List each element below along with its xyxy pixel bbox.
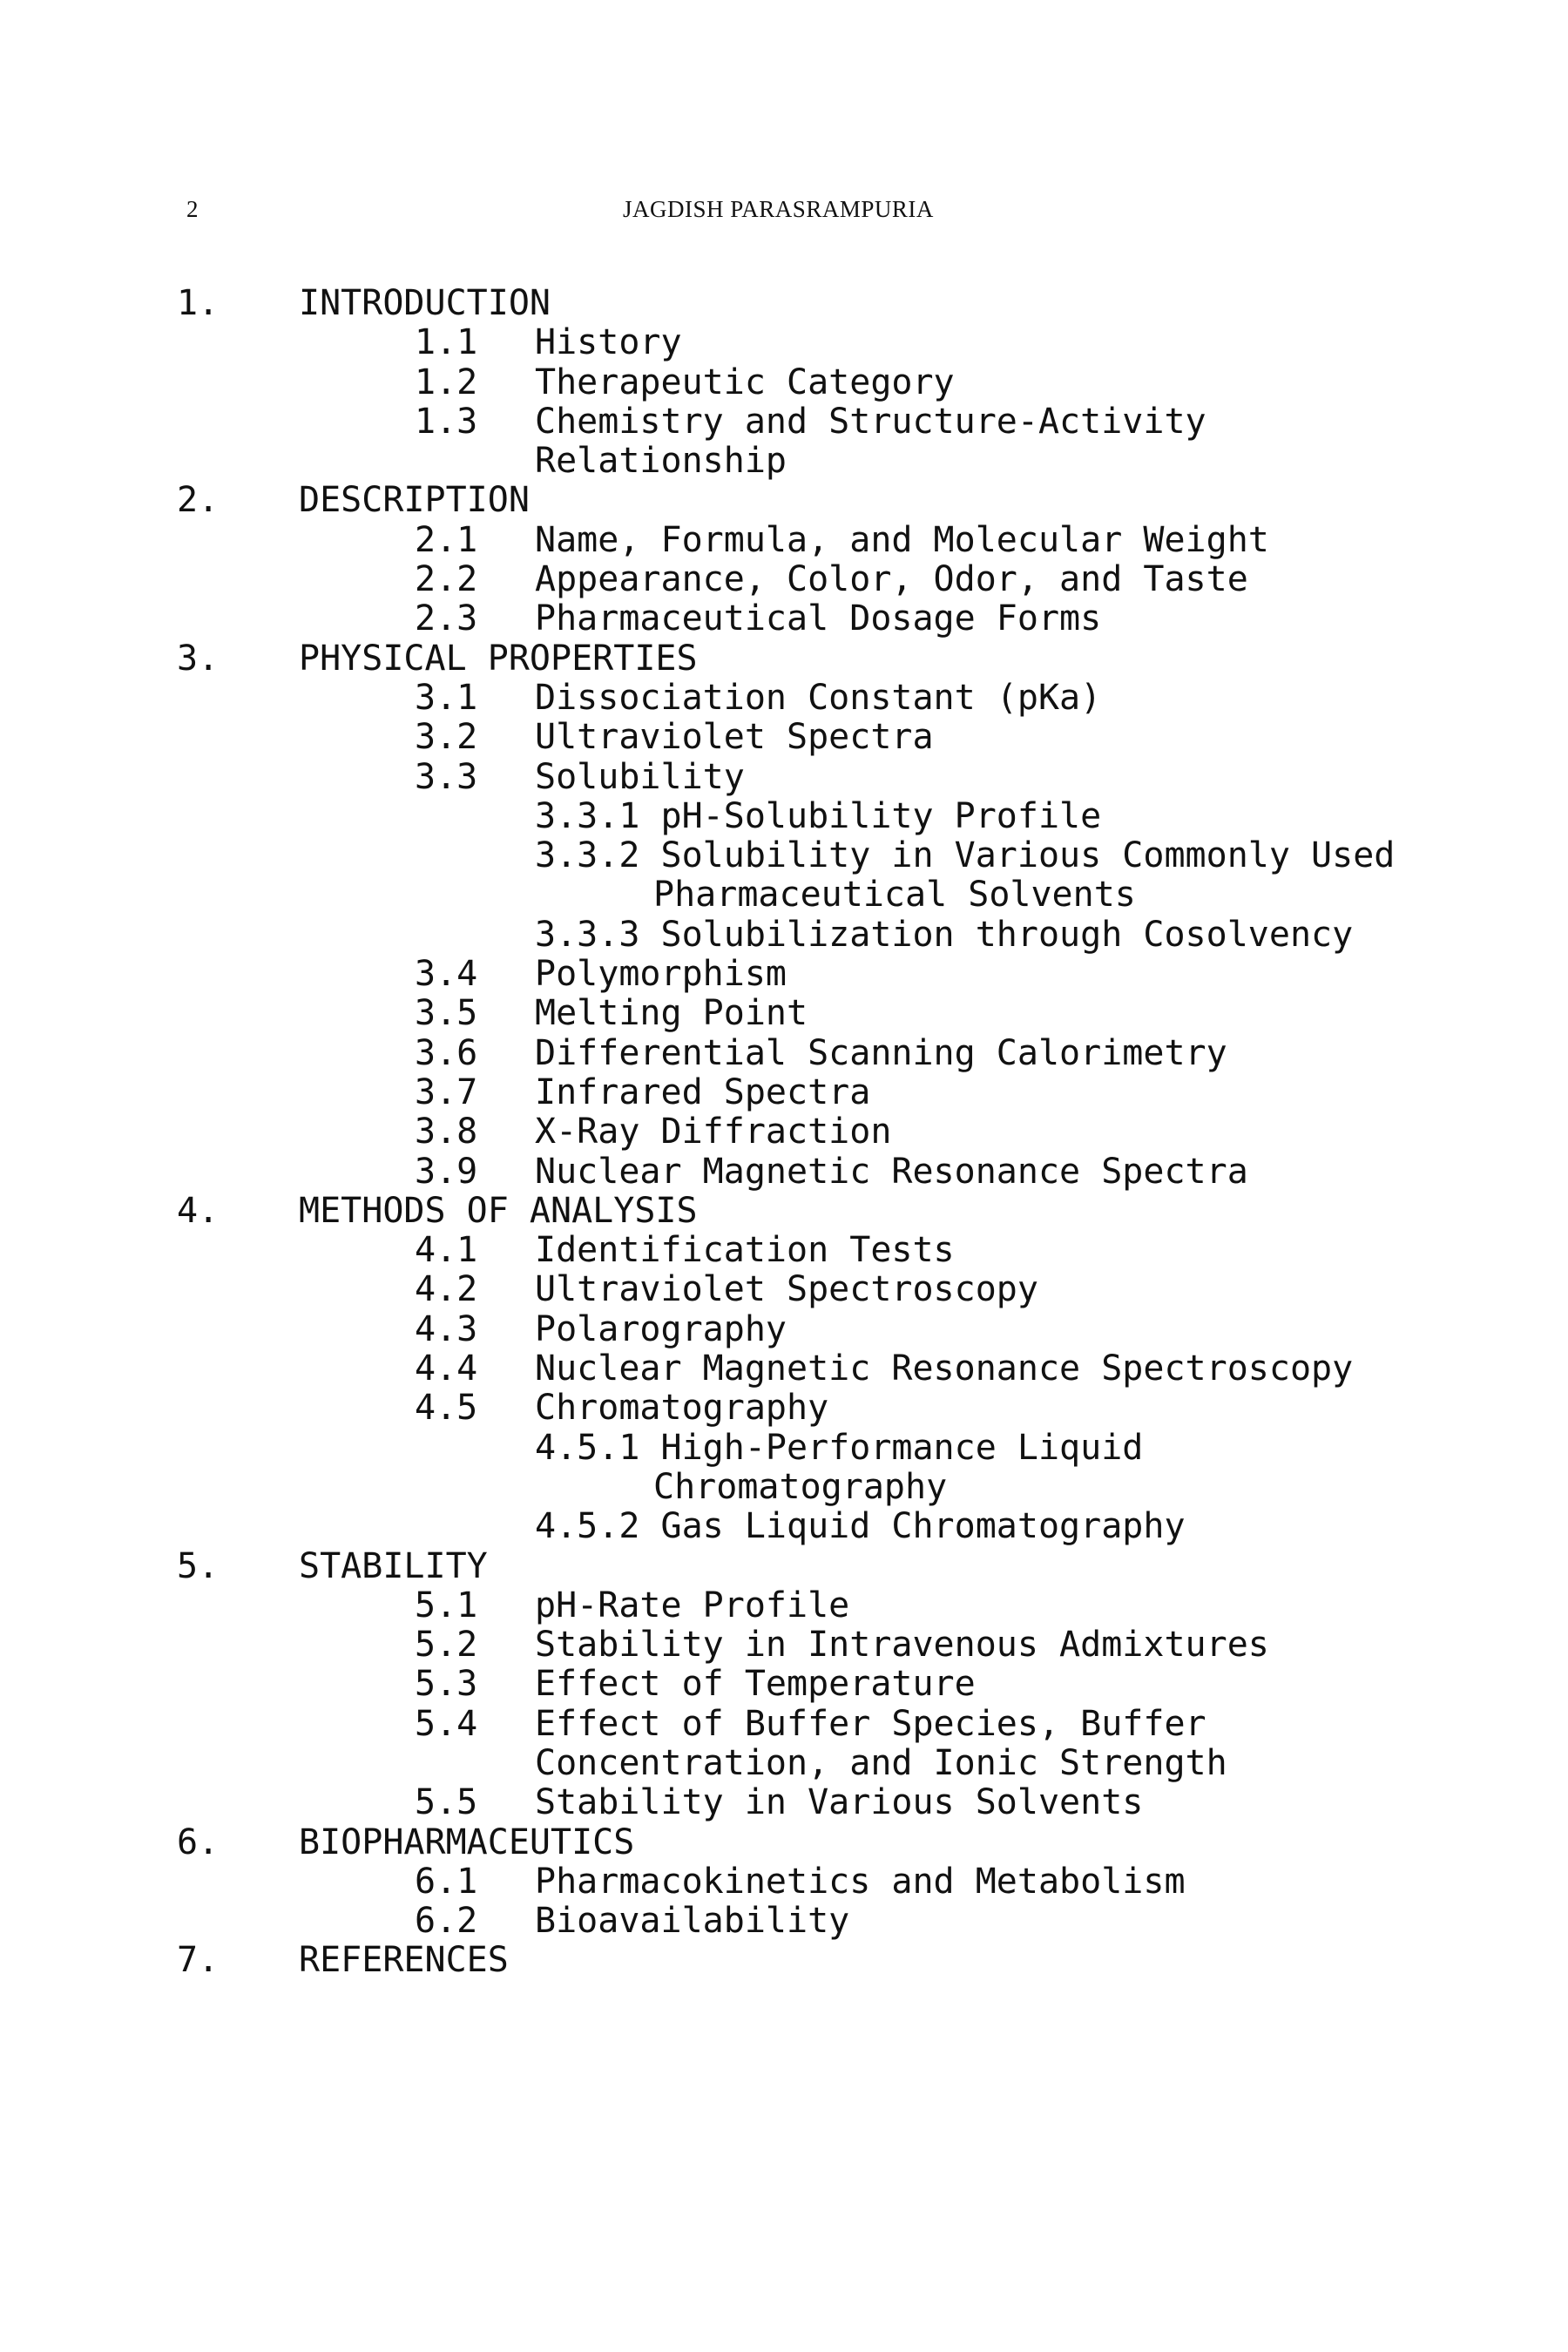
toc-entry	[0, 1468, 1568, 1507]
subsection-title: Name, Formula, and Molecular Weight	[535, 519, 1269, 560]
subsection-number: 4.4	[415, 1348, 478, 1389]
subsubsection-title: 4.5.2 Gas Liquid Chromatography	[535, 1506, 1186, 1547]
subsection-title: Differential Scanning Calorimetry	[535, 1032, 1227, 1073]
table-of-contents	[0, 284, 1568, 1981]
toc-entry	[0, 1429, 1568, 1468]
subsection-number: 3.8	[415, 1112, 478, 1152]
subsection-title: Stability in Intravenous Admixtures	[535, 1625, 1269, 1666]
subsection-title: Pharmacokinetics and Metabolism	[535, 1861, 1186, 1902]
section-title: STABILITY	[299, 1545, 488, 1586]
section-title: BIOPHARMACEUTICS	[299, 1821, 635, 1862]
toc-entry	[0, 1073, 1568, 1112]
page-header	[0, 196, 1568, 231]
section-title: DESCRIPTION	[299, 480, 530, 521]
toc-entry	[0, 1823, 1568, 1862]
subsection-title: Infrared Spectra	[535, 1071, 871, 1112]
toc-entry	[0, 599, 1568, 639]
toc-entry	[0, 639, 1568, 679]
subsection-title-continuation: Relationship	[535, 441, 787, 482]
subsection-title: Bioavailability	[535, 1901, 850, 1942]
toc-entry	[0, 1231, 1568, 1270]
subsection-title: Polarography	[535, 1308, 787, 1349]
toc-entry	[0, 521, 1568, 560]
subsubsection-title-continuation: Chromatography	[653, 1466, 948, 1507]
subsection-title: X-Ray Diffraction	[535, 1112, 892, 1152]
subsection-number: 3.6	[415, 1032, 478, 1073]
toc-entry	[0, 1112, 1568, 1152]
toc-entry	[0, 994, 1568, 1033]
subsection-title: Ultraviolet Spectroscopy	[535, 1269, 1038, 1310]
subsection-title: Polymorphism	[535, 954, 787, 995]
subsection-number: 3.9	[415, 1151, 478, 1192]
toc-entry	[0, 836, 1568, 875]
subsection-title-continuation: Concentration, and Ionic Strength	[535, 1742, 1227, 1783]
subsection-title: History	[535, 322, 682, 363]
subsubsection-title: 3.3.1 pH-Solubility Profile	[535, 795, 1102, 836]
subsection-number: 3.5	[415, 993, 478, 1034]
running-head: JAGDISH PARASRAMPURIA	[623, 196, 934, 222]
subsection-title: Pharmaceutical Dosage Forms	[535, 598, 1102, 639]
section-number: 1.	[177, 283, 220, 323]
subsection-title: Nuclear Magnetic Resonance Spectroscopy	[535, 1348, 1354, 1389]
toc-entry	[0, 758, 1568, 797]
toc-entry	[0, 1902, 1568, 1941]
section-number: 3.	[177, 638, 220, 679]
section-number: 5.	[177, 1545, 220, 1586]
subsection-title: Effect of Temperature	[535, 1664, 976, 1705]
section-number: 4.	[177, 1190, 220, 1231]
toc-entry	[0, 916, 1568, 955]
subsection-title: Effect of Buffer Species, Buffer	[535, 1703, 1206, 1744]
toc-entry	[0, 1270, 1568, 1309]
subsection-title: Ultraviolet Spectra	[535, 717, 934, 758]
toc-entry	[0, 679, 1568, 718]
subsection-number: 1.3	[415, 401, 478, 442]
subsection-number: 2.3	[415, 598, 478, 639]
page-number: 2	[186, 196, 199, 222]
subsubsection-title: 3.3.3 Solubilization through Cosolvency	[535, 914, 1354, 955]
section-title: REFERENCES	[299, 1940, 509, 1981]
subsubsection-title-continuation: Pharmaceutical Solvents	[653, 875, 1136, 916]
subsection-number: 6.2	[415, 1901, 478, 1942]
toc-entry	[0, 481, 1568, 520]
subsection-number: 4.5	[415, 1388, 478, 1429]
toc-entry	[0, 1586, 1568, 1625]
subsection-number: 5.4	[415, 1703, 478, 1744]
subsection-title: Identification Tests	[535, 1230, 955, 1271]
toc-entry	[0, 1507, 1568, 1546]
subsection-number: 3.1	[415, 677, 478, 718]
toc-entry	[0, 1389, 1568, 1428]
toc-entry	[0, 363, 1568, 402]
toc-entry	[0, 1744, 1568, 1783]
toc-entry	[0, 1665, 1568, 1704]
toc-entry	[0, 1625, 1568, 1665]
section-title: PHYSICAL PROPERTIES	[299, 638, 698, 679]
toc-entry	[0, 1310, 1568, 1349]
subsection-title: Chromatography	[535, 1388, 829, 1429]
toc-entry	[0, 1705, 1568, 1744]
subsection-number: 1.1	[415, 322, 478, 363]
subsection-number: 4.1	[415, 1230, 478, 1271]
subsubsection-title: 3.3.2 Solubility in Various Commonly Used	[535, 835, 1396, 876]
toc-entry	[0, 955, 1568, 994]
subsection-title: Melting Point	[535, 993, 808, 1034]
subsection-number: 3.2	[415, 717, 478, 758]
subsection-number: 3.4	[415, 954, 478, 995]
toc-entry	[0, 1862, 1568, 1902]
subsection-title: Therapeutic Category	[535, 362, 955, 402]
toc-entry	[0, 560, 1568, 599]
subsection-title: Chemistry and Structure-Activity	[535, 401, 1206, 442]
toc-entry	[0, 875, 1568, 915]
section-number: 6.	[177, 1821, 220, 1862]
toc-entry	[0, 442, 1568, 481]
subsection-title: Nuclear Magnetic Resonance Spectra	[535, 1151, 1248, 1192]
toc-entry	[0, 1349, 1568, 1389]
subsection-number: 5.1	[415, 1585, 478, 1625]
toc-entry	[0, 284, 1568, 323]
subsection-number: 2.1	[415, 519, 478, 560]
section-title: METHODS OF ANALYSIS	[299, 1190, 698, 1231]
subsection-number: 3.7	[415, 1071, 478, 1112]
toc-entry	[0, 1783, 1568, 1822]
subsubsection-title: 4.5.1 High-Performance Liquid	[535, 1427, 1144, 1468]
subsection-number: 4.2	[415, 1269, 478, 1310]
toc-entry	[0, 1192, 1568, 1231]
toc-entry	[0, 718, 1568, 757]
subsection-title: Appearance, Color, Odor, and Taste	[535, 559, 1248, 600]
toc-entry	[0, 1941, 1568, 1980]
section-number: 7.	[177, 1940, 220, 1981]
subsection-title: Dissociation Constant (pKa)	[535, 677, 1102, 718]
section-title: INTRODUCTION	[299, 283, 551, 323]
subsection-title: Stability in Various Solvents	[535, 1782, 1144, 1823]
subsection-number: 3.3	[415, 756, 478, 797]
toc-entry	[0, 1152, 1568, 1192]
section-number: 2.	[177, 480, 220, 521]
subsection-title: pH-Rate Profile	[535, 1585, 850, 1625]
toc-entry	[0, 402, 1568, 442]
toc-entry	[0, 797, 1568, 836]
subsection-number: 5.3	[415, 1664, 478, 1705]
toc-entry	[0, 323, 1568, 362]
toc-entry	[0, 1034, 1568, 1073]
subsection-number: 5.5	[415, 1782, 478, 1823]
subsection-number: 5.2	[415, 1625, 478, 1666]
subsection-number: 2.2	[415, 559, 478, 600]
subsection-title: Solubility	[535, 756, 745, 797]
subsection-number: 4.3	[415, 1308, 478, 1349]
subsection-number: 6.1	[415, 1861, 478, 1902]
subsection-number: 1.2	[415, 362, 478, 402]
toc-entry	[0, 1547, 1568, 1586]
